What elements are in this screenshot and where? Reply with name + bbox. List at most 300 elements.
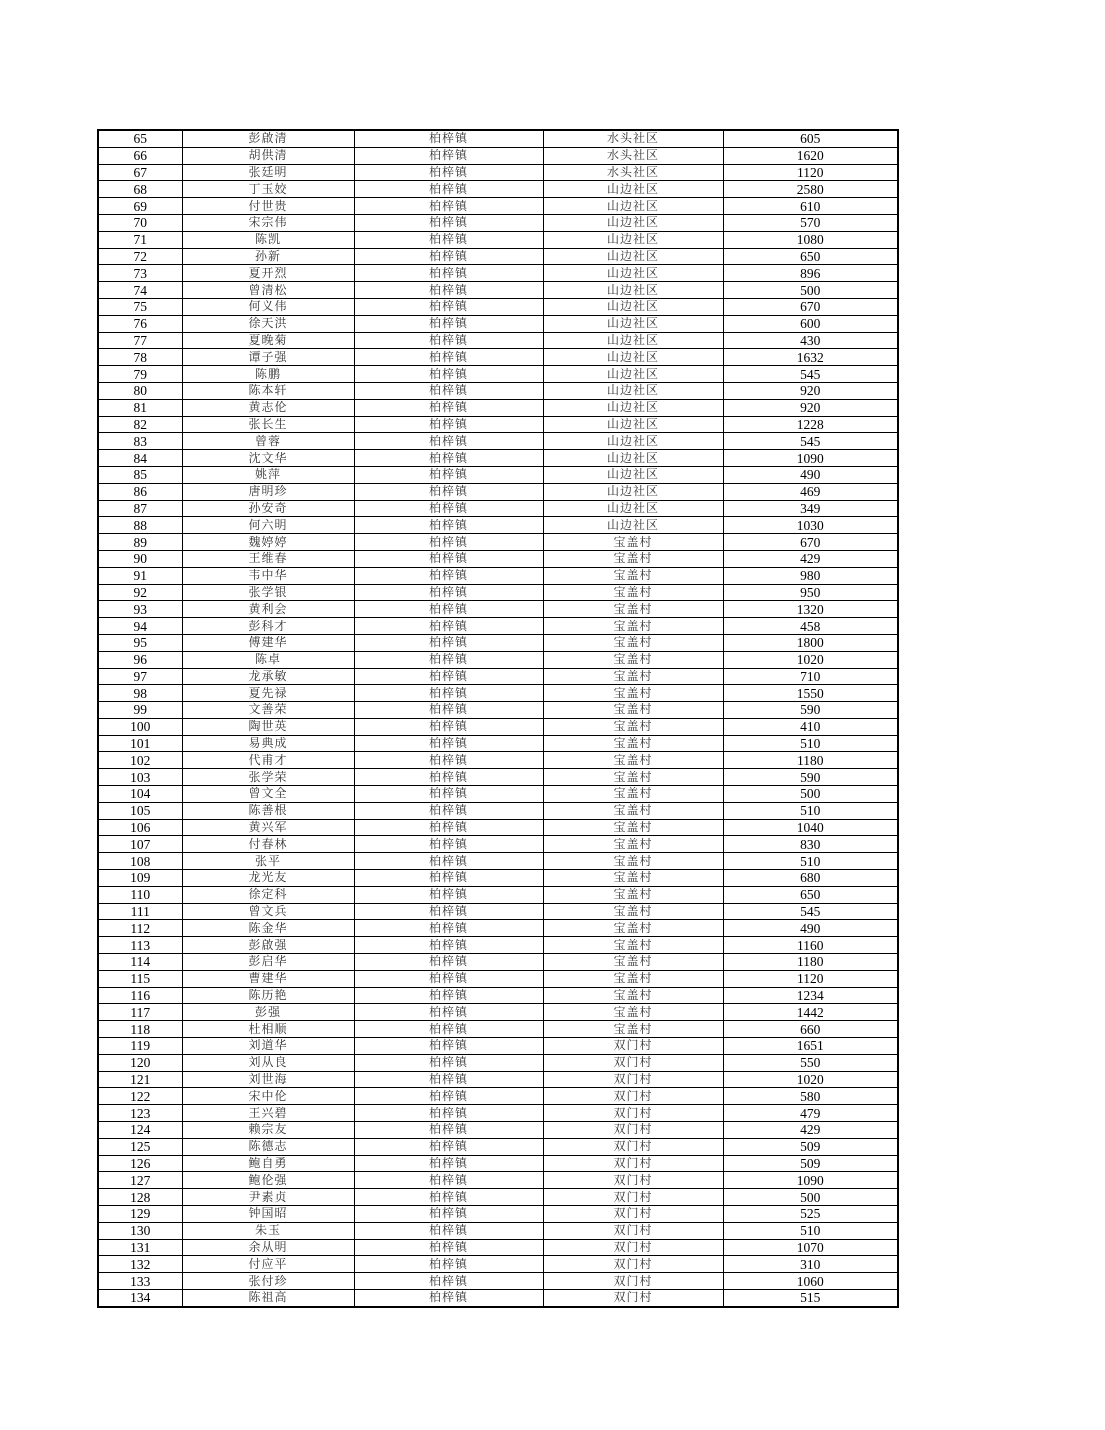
cell-name: 王兴碧 — [182, 1105, 354, 1122]
cell-name: 彭启华 — [182, 954, 354, 971]
cell-index: 91 — [98, 567, 182, 584]
cell-index: 75 — [98, 298, 182, 315]
cell-amount: 1620 — [723, 147, 898, 164]
table-row — [98, 214, 898, 231]
table-row — [98, 265, 898, 282]
cell-index: 122 — [98, 1088, 182, 1105]
cell-village: 宝盖村 — [543, 970, 723, 987]
cell-index: 128 — [98, 1189, 182, 1206]
cell-village: 双门村 — [543, 1172, 723, 1189]
cell-town: 柏梓镇 — [354, 349, 543, 366]
table-row — [98, 1105, 898, 1122]
table-row — [98, 769, 898, 786]
table-row — [98, 1138, 898, 1155]
cell-index: 106 — [98, 819, 182, 836]
cell-village: 山边社区 — [543, 198, 723, 215]
cell-amount: 896 — [723, 265, 898, 282]
cell-name: 彭科才 — [182, 618, 354, 635]
cell-index: 67 — [98, 164, 182, 181]
cell-village: 山边社区 — [543, 466, 723, 483]
cell-amount: 510 — [723, 853, 898, 870]
cell-name: 曾文全 — [182, 786, 354, 803]
cell-town: 柏梓镇 — [354, 1172, 543, 1189]
cell-amount: 980 — [723, 567, 898, 584]
cell-village: 山边社区 — [543, 349, 723, 366]
table-row — [98, 870, 898, 887]
table-row — [98, 298, 898, 315]
cell-village: 山边社区 — [543, 366, 723, 383]
cell-town: 柏梓镇 — [354, 1189, 543, 1206]
cell-amount: 545 — [723, 366, 898, 383]
cell-index: 134 — [98, 1289, 182, 1306]
cell-amount: 430 — [723, 332, 898, 349]
cell-index: 103 — [98, 769, 182, 786]
cell-town: 柏梓镇 — [354, 214, 543, 231]
cell-village: 宝盖村 — [543, 1004, 723, 1021]
cell-index: 108 — [98, 853, 182, 870]
cell-village: 宝盖村 — [543, 634, 723, 651]
cell-town: 柏梓镇 — [354, 534, 543, 551]
cell-village: 宝盖村 — [543, 668, 723, 685]
cell-town: 柏梓镇 — [354, 718, 543, 735]
cell-town: 柏梓镇 — [354, 1038, 543, 1055]
cell-town: 柏梓镇 — [354, 450, 543, 467]
cell-town: 柏梓镇 — [354, 668, 543, 685]
cell-index: 65 — [98, 130, 182, 147]
table-row — [98, 483, 898, 500]
cell-village: 宝盖村 — [543, 920, 723, 937]
cell-name: 张付珍 — [182, 1273, 354, 1290]
cell-amount: 1632 — [723, 349, 898, 366]
cell-village: 宝盖村 — [543, 618, 723, 635]
cell-amount: 1020 — [723, 651, 898, 668]
cell-town: 柏梓镇 — [354, 769, 543, 786]
cell-amount: 590 — [723, 769, 898, 786]
cell-town: 柏梓镇 — [354, 332, 543, 349]
table-row — [98, 433, 898, 450]
cell-amount: 479 — [723, 1105, 898, 1122]
table-row — [98, 366, 898, 383]
cell-village: 宝盖村 — [543, 954, 723, 971]
cell-amount: 429 — [723, 550, 898, 567]
cell-name: 张学银 — [182, 584, 354, 601]
cell-village: 山边社区 — [543, 450, 723, 467]
cell-town: 柏梓镇 — [354, 315, 543, 332]
cell-town: 柏梓镇 — [354, 735, 543, 752]
table-row — [98, 601, 898, 618]
cell-village: 山边社区 — [543, 231, 723, 248]
cell-index: 89 — [98, 534, 182, 551]
cell-amount: 500 — [723, 786, 898, 803]
cell-town: 柏梓镇 — [354, 819, 543, 836]
cell-name: 彭啟清 — [182, 130, 354, 147]
cell-index: 104 — [98, 786, 182, 803]
cell-index: 73 — [98, 265, 182, 282]
cell-amount: 1070 — [723, 1239, 898, 1256]
table-row — [98, 786, 898, 803]
cell-town: 柏梓镇 — [354, 1088, 543, 1105]
cell-index: 127 — [98, 1172, 182, 1189]
cell-amount: 525 — [723, 1206, 898, 1223]
cell-name: 夏开烈 — [182, 265, 354, 282]
cell-village: 宝盖村 — [543, 886, 723, 903]
cell-village: 宝盖村 — [543, 802, 723, 819]
cell-index: 130 — [98, 1222, 182, 1239]
cell-name: 孙新 — [182, 248, 354, 265]
cell-amount: 570 — [723, 214, 898, 231]
table-row — [98, 1155, 898, 1172]
cell-name: 朱玉 — [182, 1222, 354, 1239]
cell-amount: 510 — [723, 1222, 898, 1239]
cell-amount: 710 — [723, 668, 898, 685]
table-row — [98, 1088, 898, 1105]
cell-name: 陈鹏 — [182, 366, 354, 383]
cell-name: 孙安奇 — [182, 500, 354, 517]
cell-town: 柏梓镇 — [354, 382, 543, 399]
table-row — [98, 1256, 898, 1273]
table-row — [98, 164, 898, 181]
cell-name: 陈德志 — [182, 1138, 354, 1155]
cell-town: 柏梓镇 — [354, 181, 543, 198]
cell-amount: 1080 — [723, 231, 898, 248]
cell-index: 117 — [98, 1004, 182, 1021]
cell-amount: 1550 — [723, 685, 898, 702]
cell-town: 柏梓镇 — [354, 903, 543, 920]
cell-name: 鲍自勇 — [182, 1155, 354, 1172]
cell-village: 宝盖村 — [543, 534, 723, 551]
cell-index: 112 — [98, 920, 182, 937]
table-row — [98, 1172, 898, 1189]
cell-village: 宝盖村 — [543, 718, 723, 735]
cell-amount: 510 — [723, 735, 898, 752]
table-row — [98, 802, 898, 819]
cell-amount: 515 — [723, 1289, 898, 1306]
cell-town: 柏梓镇 — [354, 265, 543, 282]
cell-name: 夏先禄 — [182, 685, 354, 702]
cell-index: 125 — [98, 1138, 182, 1155]
cell-village: 宝盖村 — [543, 550, 723, 567]
cell-name: 黄利会 — [182, 601, 354, 618]
cell-village: 双门村 — [543, 1273, 723, 1290]
cell-index: 66 — [98, 147, 182, 164]
cell-town: 柏梓镇 — [354, 248, 543, 265]
cell-town: 柏梓镇 — [354, 198, 543, 215]
cell-amount: 670 — [723, 298, 898, 315]
cell-village: 山边社区 — [543, 517, 723, 534]
cell-name: 龙承敏 — [182, 668, 354, 685]
cell-amount: 830 — [723, 836, 898, 853]
cell-index: 115 — [98, 970, 182, 987]
table-row — [98, 1273, 898, 1290]
cell-village: 宝盖村 — [543, 937, 723, 954]
table-row — [98, 970, 898, 987]
cell-index: 96 — [98, 651, 182, 668]
cell-village: 山边社区 — [543, 332, 723, 349]
cell-village: 宝盖村 — [543, 819, 723, 836]
table-row — [98, 886, 898, 903]
cell-index: 70 — [98, 214, 182, 231]
cell-index: 93 — [98, 601, 182, 618]
cell-amount: 580 — [723, 1088, 898, 1105]
cell-index: 119 — [98, 1038, 182, 1055]
cell-village: 山边社区 — [543, 399, 723, 416]
cell-village: 宝盖村 — [543, 786, 723, 803]
cell-index: 98 — [98, 685, 182, 702]
cell-name: 付应平 — [182, 1256, 354, 1273]
table-row — [98, 1206, 898, 1223]
cell-index: 82 — [98, 416, 182, 433]
cell-index: 84 — [98, 450, 182, 467]
table-row — [98, 752, 898, 769]
cell-town: 柏梓镇 — [354, 584, 543, 601]
cell-amount: 1120 — [723, 970, 898, 987]
cell-town: 柏梓镇 — [354, 685, 543, 702]
cell-name: 张长生 — [182, 416, 354, 433]
cell-amount: 1228 — [723, 416, 898, 433]
cell-name: 张学荣 — [182, 769, 354, 786]
table-row — [98, 382, 898, 399]
cell-village: 山边社区 — [543, 282, 723, 299]
table-row — [98, 315, 898, 332]
cell-amount: 660 — [723, 1021, 898, 1038]
cell-town: 柏梓镇 — [354, 1206, 543, 1223]
cell-index: 118 — [98, 1021, 182, 1038]
cell-amount: 1120 — [723, 164, 898, 181]
cell-amount: 550 — [723, 1054, 898, 1071]
cell-index: 102 — [98, 752, 182, 769]
table-row — [98, 332, 898, 349]
cell-name: 张廷明 — [182, 164, 354, 181]
cell-name: 黄兴军 — [182, 819, 354, 836]
cell-village: 山边社区 — [543, 248, 723, 265]
cell-amount: 429 — [723, 1122, 898, 1139]
cell-amount: 1180 — [723, 954, 898, 971]
cell-index: 129 — [98, 1206, 182, 1223]
table-row — [98, 399, 898, 416]
cell-index: 77 — [98, 332, 182, 349]
cell-village: 山边社区 — [543, 416, 723, 433]
cell-town: 柏梓镇 — [354, 987, 543, 1004]
table-row — [98, 550, 898, 567]
cell-village: 双门村 — [543, 1222, 723, 1239]
cell-amount: 509 — [723, 1138, 898, 1155]
cell-amount: 1800 — [723, 634, 898, 651]
table-row — [98, 147, 898, 164]
cell-village: 宝盖村 — [543, 584, 723, 601]
cell-amount: 1060 — [723, 1273, 898, 1290]
cell-village: 宝盖村 — [543, 735, 723, 752]
cell-name: 刘道华 — [182, 1038, 354, 1055]
cell-amount: 605 — [723, 130, 898, 147]
cell-index: 121 — [98, 1071, 182, 1088]
cell-name: 曾文兵 — [182, 903, 354, 920]
table-row — [98, 466, 898, 483]
cell-amount: 1090 — [723, 1172, 898, 1189]
cell-town: 柏梓镇 — [354, 1004, 543, 1021]
cell-amount: 600 — [723, 315, 898, 332]
cell-name: 徐定科 — [182, 886, 354, 903]
cell-village: 宝盖村 — [543, 702, 723, 719]
cell-name: 王维春 — [182, 550, 354, 567]
cell-town: 柏梓镇 — [354, 567, 543, 584]
table-row — [98, 937, 898, 954]
cell-town: 柏梓镇 — [354, 870, 543, 887]
cell-name: 张平 — [182, 853, 354, 870]
cell-amount: 500 — [723, 1189, 898, 1206]
cell-name: 龙光友 — [182, 870, 354, 887]
cell-town: 柏梓镇 — [354, 1273, 543, 1290]
cell-name: 刘从良 — [182, 1054, 354, 1071]
cell-amount: 1030 — [723, 517, 898, 534]
cell-town: 柏梓镇 — [354, 416, 543, 433]
cell-amount: 1160 — [723, 937, 898, 954]
cell-village: 宝盖村 — [543, 769, 723, 786]
cell-town: 柏梓镇 — [354, 618, 543, 635]
cell-village: 双门村 — [543, 1289, 723, 1306]
table-body — [98, 130, 898, 1307]
table-row — [98, 130, 898, 147]
cell-amount: 545 — [723, 433, 898, 450]
cell-town: 柏梓镇 — [354, 550, 543, 567]
cell-town: 柏梓镇 — [354, 1222, 543, 1239]
table-row — [98, 634, 898, 651]
cell-village: 双门村 — [543, 1239, 723, 1256]
cell-village: 山边社区 — [543, 265, 723, 282]
cell-amount: 1442 — [723, 1004, 898, 1021]
cell-name: 沈文华 — [182, 450, 354, 467]
table-row — [98, 1289, 898, 1306]
cell-name: 陈本轩 — [182, 382, 354, 399]
cell-town: 柏梓镇 — [354, 1122, 543, 1139]
cell-town: 柏梓镇 — [354, 1239, 543, 1256]
cell-index: 107 — [98, 836, 182, 853]
cell-amount: 2580 — [723, 181, 898, 198]
cell-town: 柏梓镇 — [354, 1021, 543, 1038]
cell-index: 95 — [98, 634, 182, 651]
cell-name: 鲍伦强 — [182, 1172, 354, 1189]
table-row — [98, 416, 898, 433]
cell-name: 付春林 — [182, 836, 354, 853]
cell-index: 90 — [98, 550, 182, 567]
cell-village: 双门村 — [543, 1138, 723, 1155]
cell-village: 山边社区 — [543, 315, 723, 332]
cell-town: 柏梓镇 — [354, 937, 543, 954]
cell-amount: 1651 — [723, 1038, 898, 1055]
cell-town: 柏梓镇 — [354, 954, 543, 971]
table-row — [98, 903, 898, 920]
table-row — [98, 584, 898, 601]
cell-amount: 469 — [723, 483, 898, 500]
cell-town: 柏梓镇 — [354, 466, 543, 483]
table-row — [98, 954, 898, 971]
cell-village: 宝盖村 — [543, 836, 723, 853]
table-row — [98, 248, 898, 265]
cell-town: 柏梓镇 — [354, 500, 543, 517]
cell-village: 宝盖村 — [543, 567, 723, 584]
cell-name: 余从明 — [182, 1239, 354, 1256]
cell-name: 谭子强 — [182, 349, 354, 366]
cell-index: 81 — [98, 399, 182, 416]
table-row — [98, 836, 898, 853]
cell-village: 宝盖村 — [543, 903, 723, 920]
cell-index: 87 — [98, 500, 182, 517]
cell-name: 刘世海 — [182, 1071, 354, 1088]
cell-town: 柏梓镇 — [354, 920, 543, 937]
table-row — [98, 534, 898, 551]
table-row — [98, 718, 898, 735]
cell-name: 何六明 — [182, 517, 354, 534]
cell-town: 柏梓镇 — [354, 886, 543, 903]
cell-village: 宝盖村 — [543, 1021, 723, 1038]
cell-town: 柏梓镇 — [354, 1054, 543, 1071]
cell-index: 101 — [98, 735, 182, 752]
cell-town: 柏梓镇 — [354, 164, 543, 181]
cell-amount: 680 — [723, 870, 898, 887]
cell-index: 79 — [98, 366, 182, 383]
cell-village: 双门村 — [543, 1256, 723, 1273]
cell-name: 易典成 — [182, 735, 354, 752]
cell-name: 付世贵 — [182, 198, 354, 215]
cell-village: 水头社区 — [543, 130, 723, 147]
cell-amount: 490 — [723, 466, 898, 483]
table-row — [98, 450, 898, 467]
cell-amount: 1180 — [723, 752, 898, 769]
table-row — [98, 987, 898, 1004]
cell-index: 132 — [98, 1256, 182, 1273]
cell-village: 双门村 — [543, 1206, 723, 1223]
cell-index: 83 — [98, 433, 182, 450]
cell-index: 105 — [98, 802, 182, 819]
cell-name: 赖宗友 — [182, 1122, 354, 1139]
table-row — [98, 853, 898, 870]
cell-name: 彭强 — [182, 1004, 354, 1021]
table-row — [98, 1189, 898, 1206]
cell-index: 86 — [98, 483, 182, 500]
cell-index: 72 — [98, 248, 182, 265]
cell-name: 代甫才 — [182, 752, 354, 769]
cell-index: 120 — [98, 1054, 182, 1071]
cell-name: 宋中伦 — [182, 1088, 354, 1105]
cell-index: 100 — [98, 718, 182, 735]
cell-name: 魏婷婷 — [182, 534, 354, 551]
table-row — [98, 1071, 898, 1088]
cell-village: 双门村 — [543, 1122, 723, 1139]
cell-town: 柏梓镇 — [354, 836, 543, 853]
cell-name: 陈祖高 — [182, 1289, 354, 1306]
cell-index: 76 — [98, 315, 182, 332]
table-row — [98, 349, 898, 366]
cell-name: 杜相顺 — [182, 1021, 354, 1038]
cell-amount: 1090 — [723, 450, 898, 467]
table-row — [98, 181, 898, 198]
cell-town: 柏梓镇 — [354, 433, 543, 450]
table-row — [98, 231, 898, 248]
cell-village: 山边社区 — [543, 483, 723, 500]
table-row — [98, 1222, 898, 1239]
cell-town: 柏梓镇 — [354, 517, 543, 534]
cell-index: 124 — [98, 1122, 182, 1139]
table-row — [98, 1038, 898, 1055]
cell-amount: 920 — [723, 382, 898, 399]
cell-index: 133 — [98, 1273, 182, 1290]
cell-name: 丁玉姣 — [182, 181, 354, 198]
cell-index: 99 — [98, 702, 182, 719]
cell-village: 双门村 — [543, 1054, 723, 1071]
cell-town: 柏梓镇 — [354, 1155, 543, 1172]
cell-town: 柏梓镇 — [354, 1105, 543, 1122]
cell-town: 柏梓镇 — [354, 634, 543, 651]
cell-town: 柏梓镇 — [354, 147, 543, 164]
